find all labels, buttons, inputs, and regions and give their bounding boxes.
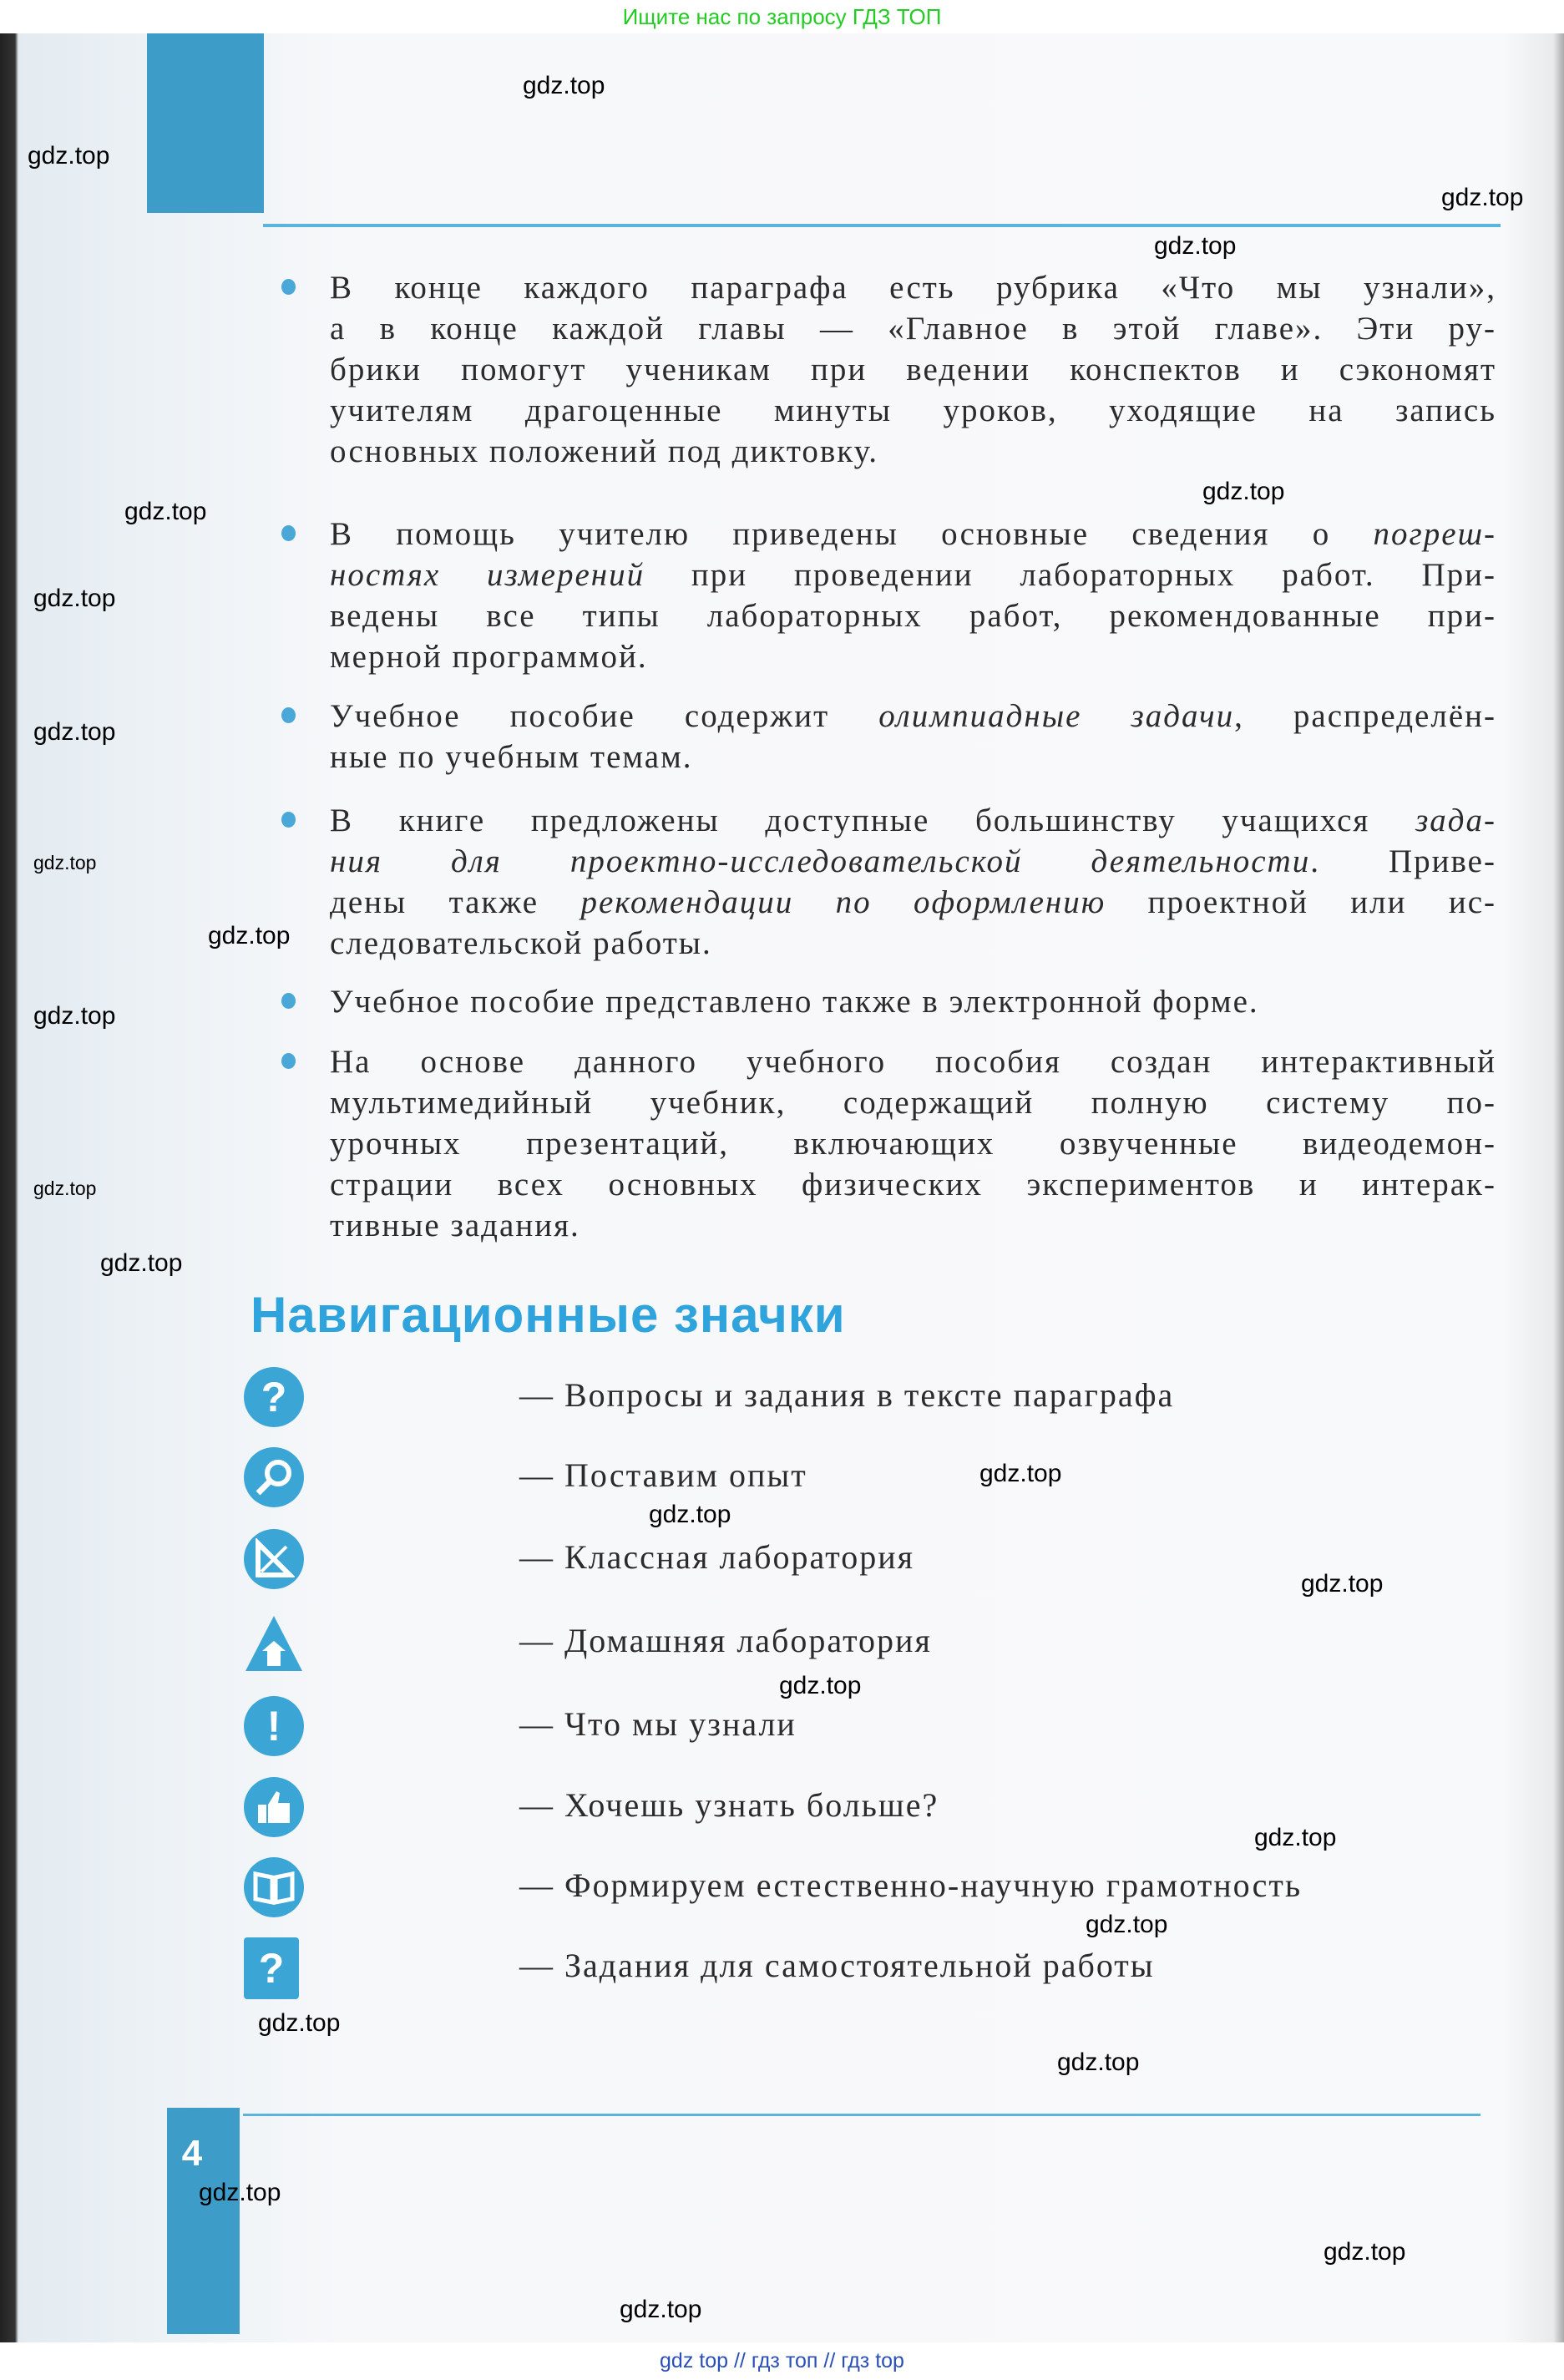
nav-item-label: — Классная лаборатория bbox=[519, 1538, 915, 1576]
text-segment: , распределён- bbox=[1234, 698, 1496, 734]
text-line bbox=[330, 308, 1496, 349]
text-segment: Учебное пособие представлено также в электронной форме. bbox=[330, 984, 1259, 1020]
bullet-dot-icon bbox=[281, 1053, 296, 1069]
watermark-text: gdz.top bbox=[779, 1672, 862, 1699]
text-line bbox=[330, 923, 1496, 964]
question-square-icon: ? bbox=[244, 1937, 299, 1999]
text-line bbox=[330, 696, 1496, 737]
text-line bbox=[330, 595, 1496, 636]
text-segment: Учебное пособие содержит bbox=[330, 698, 879, 734]
watermark-text: gdz.top bbox=[33, 585, 116, 612]
text-line bbox=[330, 737, 1496, 777]
text-line bbox=[330, 1041, 1496, 1082]
footer-divider bbox=[243, 2114, 1480, 2116]
text-line bbox=[330, 981, 1496, 1022]
text-line bbox=[330, 636, 1496, 677]
text-segment: брики помогут ученикам при ведении конспектов и сэкономят bbox=[330, 352, 1496, 387]
nav-item-label: — Формируем естественно-научную грамотность bbox=[519, 1866, 1303, 1904]
text-line bbox=[330, 882, 1496, 923]
top-banner bbox=[0, 0, 1564, 33]
text-segment: В книге предложены доступные большинству учащихся bbox=[330, 803, 1416, 838]
italic-text: погреш- bbox=[1373, 516, 1496, 552]
question-icon: ? bbox=[244, 1367, 304, 1427]
watermark-text: gdz.top bbox=[1324, 2238, 1406, 2266]
watermark-text: gdz.top bbox=[100, 1249, 183, 1277]
bullet-item bbox=[330, 267, 1496, 472]
page-number-tab bbox=[167, 2108, 240, 2334]
watermark-text: gdz.top bbox=[199, 2179, 281, 2206]
watermark-text: gdz.top bbox=[649, 1501, 731, 1528]
text-line bbox=[330, 554, 1496, 595]
text-segment: страции всех основных физических экспериментов и интерак- bbox=[330, 1167, 1496, 1203]
bullet-dot-icon bbox=[281, 812, 296, 828]
text-line bbox=[330, 267, 1496, 308]
page-number: 4 bbox=[181, 2133, 203, 2174]
watermark-text: gdz.top bbox=[1301, 1570, 1384, 1598]
watermark-text: gdz.top bbox=[28, 142, 110, 170]
text-segment: а в конце каждой главы — «Главное в этой главе». Эти ру- bbox=[330, 311, 1496, 347]
watermark-text: gdz.top bbox=[1202, 478, 1285, 505]
bullet-item bbox=[330, 800, 1496, 964]
nav-item-label: — Задания для самостоятельной работы bbox=[519, 1947, 1155, 1984]
house-icon bbox=[244, 1613, 304, 1673]
text-segment: проектной или ис- bbox=[1106, 884, 1497, 920]
italic-text: олимпиадные задачи bbox=[878, 698, 1235, 734]
text-segment: мерной программой. bbox=[330, 639, 648, 675]
text-segment: . Приве- bbox=[1310, 843, 1496, 879]
nav-item bbox=[244, 1613, 1496, 1676]
text-segment: В конце каждого параграфа есть рубрика «Что мы узнали», bbox=[330, 270, 1496, 306]
ruler-triangle-icon bbox=[244, 1529, 304, 1589]
magnifier-icon bbox=[244, 1447, 304, 1507]
bullet-item bbox=[330, 1041, 1496, 1246]
watermark-text: gdz.top bbox=[979, 1460, 1062, 1487]
italic-text: ния для проектно-исследовательской деятельности bbox=[330, 843, 1311, 879]
footer-text: gdz top // гдз топ // гдз top bbox=[660, 2349, 904, 2372]
text-segment: основных положений под диктовку. bbox=[330, 433, 879, 469]
text-line bbox=[330, 1082, 1496, 1123]
text-segment: учителям драгоценные минуты уроков, уходящие на запись bbox=[330, 392, 1496, 428]
text-segment: тивные задания. bbox=[330, 1208, 580, 1243]
nav-item bbox=[244, 1857, 1496, 1921]
nav-item-label: — Домашняя лаборатория bbox=[519, 1622, 932, 1659]
text-line bbox=[330, 1205, 1496, 1246]
text-segment: урочных презентаций, включающих озвученные видеодемон- bbox=[330, 1126, 1496, 1162]
watermark-text: gdz.top bbox=[258, 2009, 341, 2037]
text-segment: ведены все типы лабораторных работ, рекомендованные при- bbox=[330, 598, 1496, 634]
nav-item bbox=[244, 1447, 1496, 1511]
watermark-text: gdz.top bbox=[1254, 1824, 1337, 1851]
bottom-footer bbox=[0, 2342, 1564, 2380]
bullet-dot-icon bbox=[281, 279, 296, 295]
italic-text: ностях измерений bbox=[330, 557, 645, 593]
bullet-item bbox=[330, 696, 1496, 777]
nav-heading: Навигационные значки bbox=[251, 1287, 846, 1343]
watermark-text: gdz.top bbox=[33, 1002, 116, 1030]
nav-item-label: — Хочешь узнать больше? bbox=[519, 1786, 939, 1824]
nav-item-label: — Поставим опыт bbox=[519, 1456, 807, 1494]
text-segment: дены также bbox=[330, 884, 581, 920]
book-icon bbox=[244, 1857, 304, 1917]
watermark-text: gdz.top bbox=[1154, 232, 1237, 260]
nav-item-label: — Вопросы и задания в тексте параграфа bbox=[519, 1376, 1175, 1414]
header-color-block bbox=[147, 33, 264, 213]
italic-text: рекомендации по оформлению bbox=[580, 884, 1106, 920]
watermark-text: gdz.top bbox=[33, 852, 97, 874]
italic-text: зада- bbox=[1415, 803, 1496, 838]
bullet-item bbox=[330, 514, 1496, 677]
text-line bbox=[330, 514, 1496, 554]
nav-item-label: — Что мы узнали bbox=[519, 1705, 797, 1743]
nav-item bbox=[244, 1937, 1496, 2001]
thumbs-up-icon bbox=[244, 1777, 304, 1837]
nav-item bbox=[244, 1367, 1496, 1431]
text-line bbox=[330, 800, 1496, 841]
watermark-text: gdz.top bbox=[33, 718, 116, 746]
watermark-text: gdz.top bbox=[523, 72, 605, 99]
watermark-text: gdz.top bbox=[1057, 2048, 1140, 2076]
bullet-dot-icon bbox=[281, 993, 296, 1009]
text-segment: мультимедийный учебник, содержащий полную систему по- bbox=[330, 1085, 1496, 1121]
watermark-text: gdz.top bbox=[208, 922, 291, 949]
banner-text: Ищите нас по запросу ГДЗ ТОП bbox=[622, 4, 942, 29]
text-line bbox=[330, 1164, 1496, 1205]
watermark-text: gdz.top bbox=[1086, 1911, 1168, 1938]
exclamation-icon: ! bbox=[244, 1696, 304, 1756]
watermark-text: gdz.top bbox=[33, 1177, 97, 1199]
bullet-dot-icon bbox=[281, 707, 296, 723]
text-line bbox=[330, 1123, 1496, 1164]
text-line bbox=[330, 841, 1496, 882]
text-line bbox=[330, 390, 1496, 431]
nav-item bbox=[244, 1696, 1496, 1760]
text-segment: при проведении лабораторных работ. При- bbox=[645, 557, 1497, 593]
header-divider bbox=[263, 224, 1501, 227]
text-segment: ные по учебным темам. bbox=[330, 739, 693, 775]
watermark-text: gdz.top bbox=[124, 498, 207, 525]
text-segment: На основе данного учебного пособия создан интерактивный bbox=[330, 1044, 1496, 1080]
bullet-item bbox=[330, 981, 1496, 1022]
text-line bbox=[330, 431, 1496, 472]
watermark-text: gdz.top bbox=[620, 2296, 702, 2323]
watermark-text: gdz.top bbox=[1441, 184, 1524, 211]
bullet-dot-icon bbox=[281, 525, 296, 541]
text-segment: следовательской работы. bbox=[330, 925, 712, 961]
text-segment: В помощь учителю приведены основные сведения о bbox=[330, 516, 1374, 552]
text-line bbox=[330, 349, 1496, 390]
